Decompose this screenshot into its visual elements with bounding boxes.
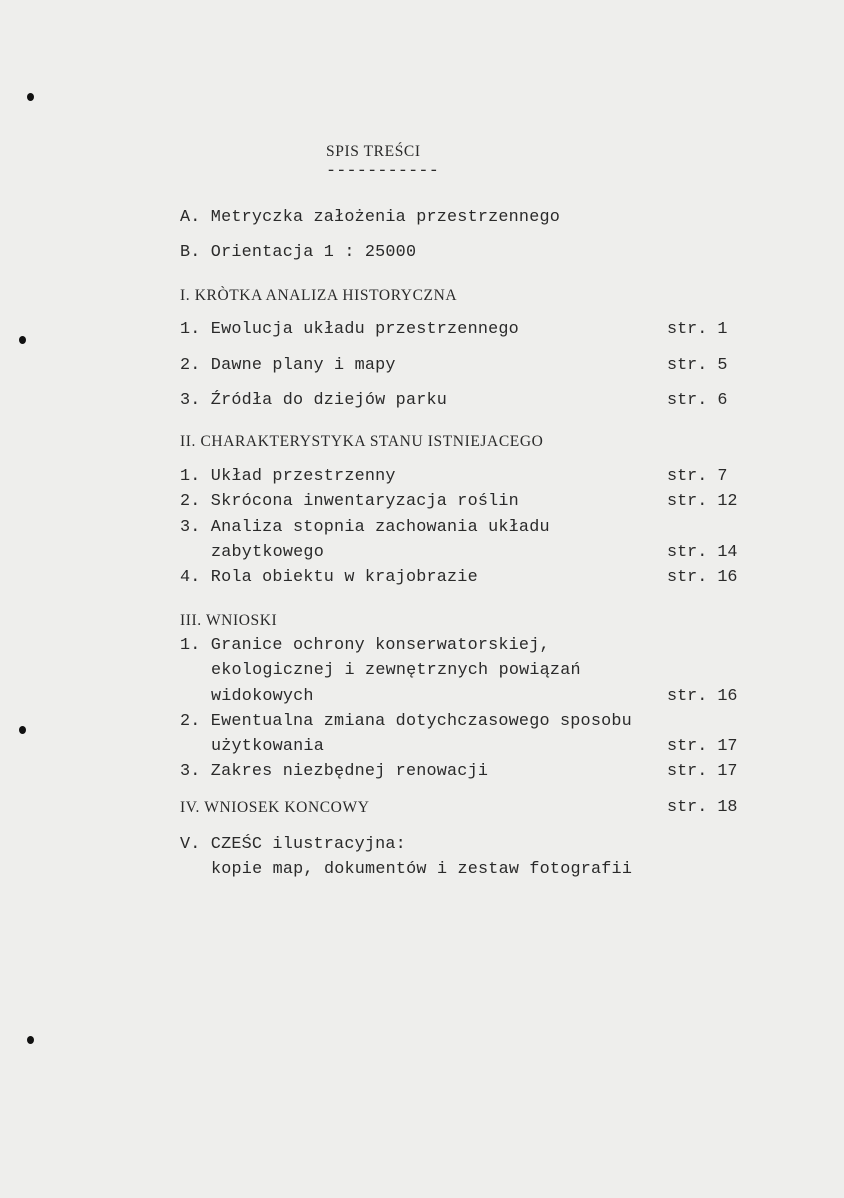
- punch-hole-mark: [19, 726, 26, 734]
- toc-section-heading: V. CZEŚC ilustracyjna:: [180, 835, 406, 854]
- toc-page-number: str. 1: [667, 320, 728, 339]
- toc-entry: 2. Ewentualna zmiana dotychczasowego sposobu: [180, 712, 632, 731]
- punch-hole-mark: [27, 1036, 34, 1044]
- toc-page-number: str. 17: [667, 762, 738, 781]
- toc-page-number: str. 17: [667, 737, 738, 756]
- toc-section-heading: II. CHARAKTERYSTYKA STANU ISTNIEJACEGO: [180, 433, 544, 450]
- toc-section-heading: I. KRÒTKA ANALIZA HISTORYCZNA: [180, 287, 458, 304]
- toc-entry: 2. Skrócona inwentaryzacja roślin: [180, 492, 519, 511]
- toc-entry: 4. Rola obiektu w krajobrazie: [180, 568, 478, 587]
- toc-section-heading: III. WNIOSKI: [180, 612, 278, 629]
- toc-entry: B. Orientacja 1 : 25000: [180, 243, 417, 262]
- toc-page-number: str. 16: [667, 687, 738, 706]
- toc-page-number: str. 5: [667, 356, 728, 375]
- toc-entry: 2. Dawne plany i mapy: [180, 356, 396, 375]
- punch-hole-mark: [19, 336, 26, 344]
- title-underline: -----------: [326, 162, 439, 181]
- toc-page-number: str. 18: [667, 798, 738, 817]
- toc-entry: 1. Ewolucja układu przestrzennego: [180, 320, 519, 339]
- toc-page-number: str. 12: [667, 492, 738, 511]
- toc-entry-continuation: widokowych: [211, 687, 314, 706]
- toc-entry-continuation: kopie map, dokumentów i zestaw fotografii: [211, 860, 633, 879]
- toc-page-number: str. 14: [667, 543, 738, 562]
- toc-page-number: str. 7: [667, 467, 728, 486]
- toc-entry-continuation: ekologicznej i zewnętrznych powiązań: [211, 661, 581, 680]
- toc-entry-continuation: użytkowania: [211, 737, 324, 756]
- toc-entry: 3. Analiza stopnia zachowania układu: [180, 518, 550, 537]
- punch-hole-mark: [27, 93, 34, 101]
- toc-entry: 1. Układ przestrzenny: [180, 467, 396, 486]
- toc-entry: 1. Granice ochrony konserwatorskiej,: [180, 636, 550, 655]
- page-title: SPIS TREŚCI: [326, 143, 421, 160]
- toc-section-heading: IV. WNIOSEK KONCOWY: [180, 799, 370, 816]
- toc-entry: 3. Zakres niezbędnej renowacji: [180, 762, 489, 781]
- toc-entry-continuation: zabytkowego: [211, 543, 324, 562]
- toc-entry: 3. Źródła do dziejów parku: [180, 391, 448, 410]
- toc-page-number: str. 16: [667, 568, 738, 587]
- toc-entry: A. Metryczka założenia przestrzennego: [180, 208, 561, 227]
- toc-page-number: str. 6: [667, 391, 728, 410]
